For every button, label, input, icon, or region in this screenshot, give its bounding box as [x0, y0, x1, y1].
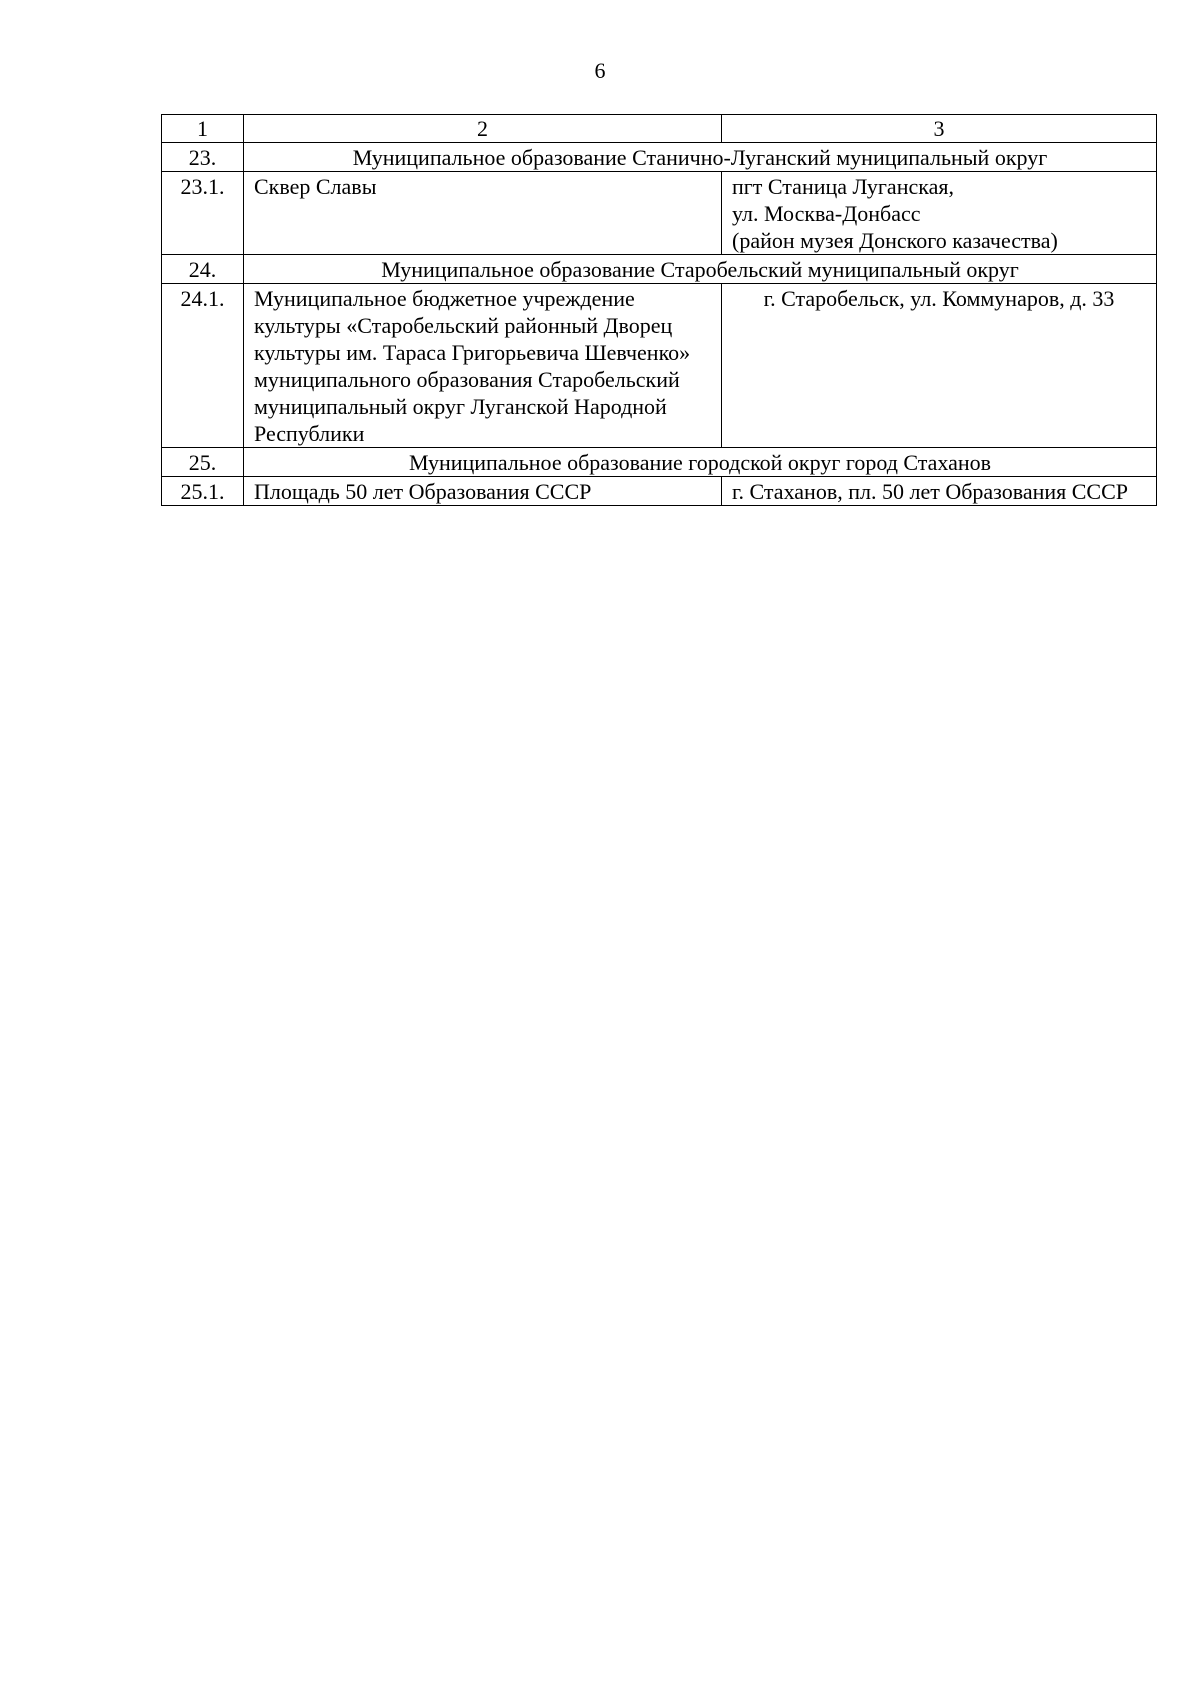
item-number: 23.1. [162, 172, 244, 255]
page-number: 6 [594, 58, 606, 83]
column-header-1: 1 [162, 115, 244, 143]
item-address [722, 284, 1157, 448]
table-header-row [162, 115, 1157, 143]
objects-table [161, 114, 1157, 506]
address-line: г. Старобельск, ул. Коммунаров, д. 33 [763, 286, 1115, 311]
table-row [162, 477, 1157, 506]
section-row [162, 448, 1157, 477]
section-number: 23. [162, 143, 244, 172]
item-name: Сквер Славы [244, 172, 722, 255]
section-row [162, 143, 1157, 172]
item-name: Площадь 50 лет Образования СССР [244, 477, 722, 506]
item-number: 25.1. [162, 477, 244, 506]
section-title: Муниципальное образование городской округ город Стаханов [244, 448, 1157, 477]
address-line: пгт Станица Луганская, [732, 174, 954, 199]
address-line: (район музея Донского казачества) [732, 228, 1058, 253]
section-number: 25. [162, 448, 244, 477]
section-title: Муниципальное образование Старобельский муниципальный округ [244, 255, 1157, 284]
item-address [722, 172, 1157, 255]
table-row [162, 284, 1157, 448]
address-line: ул. Москва-Донбасс [732, 201, 921, 226]
address-line: г. Стаханов, пл. 50 лет Образования СССР [732, 479, 1129, 504]
item-name: Муниципальное бюджетное учреждение культуры «Старобельский районный Дворец культуры им. Тараса Григорьевича Шевченко» муниципального образования Старобельский муниципальный округ Луганской Народной Республики [244, 284, 722, 448]
item-address [722, 477, 1157, 506]
item-number: 24.1. [162, 284, 244, 448]
table-row [162, 172, 1157, 255]
column-header-3: 3 [722, 115, 1157, 143]
section-number: 24. [162, 255, 244, 284]
section-title: Муниципальное образование Станично-Луганский муниципальный округ [244, 143, 1157, 172]
section-row [162, 255, 1157, 284]
column-header-2: 2 [244, 115, 722, 143]
